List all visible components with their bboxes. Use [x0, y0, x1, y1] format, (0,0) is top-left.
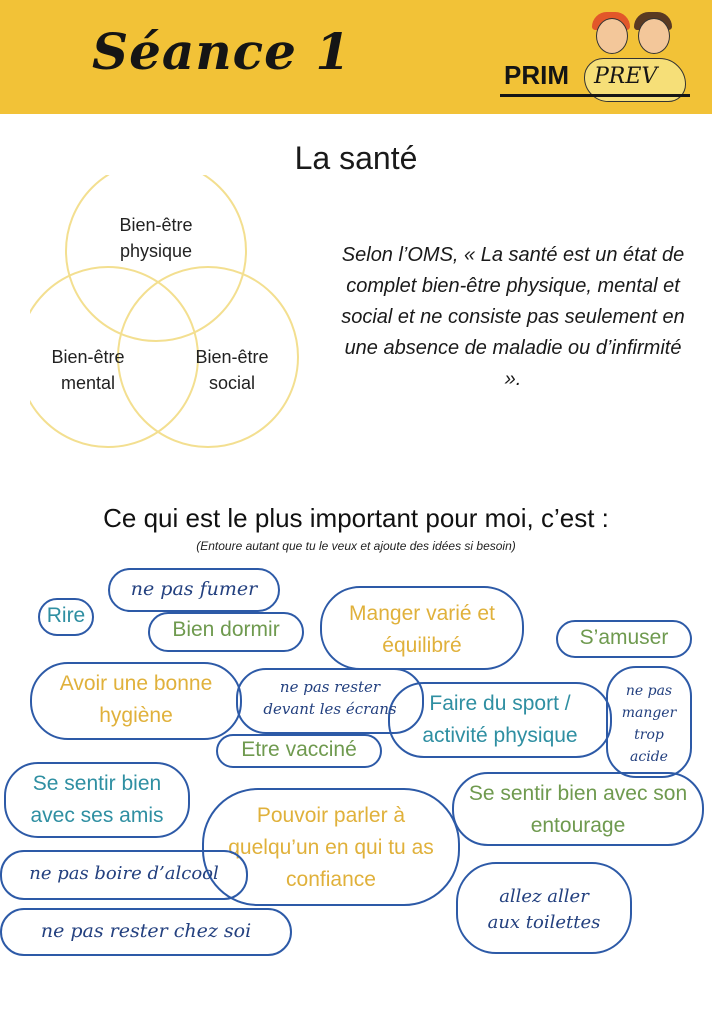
venn-label-mental — [32, 344, 144, 396]
hand-ne-pas-fumer[interactable]: ne pas fumer — [108, 568, 280, 612]
venn-physique-text: Bien-être physique — [119, 215, 193, 261]
venn-social-text: Bien-être social — [195, 347, 269, 393]
oms-quote: Selon l’OMS, « La santé est un état de complet bien-être physique, mental et social et ne consiste pas seulement en une absence de maladie ou d’infirmité ». — [341, 244, 685, 390]
girl-face-icon — [638, 18, 670, 54]
item-parler[interactable]: Pouvoir parler à quelqu’un en qui tu as confiance — [202, 788, 460, 906]
logo-prev-text: PREV — [594, 64, 658, 89]
item-sport[interactable]: Faire du sport / activité physique — [388, 682, 612, 758]
item-entourage[interactable]: Se sentir bien avec son entourage — [452, 772, 704, 846]
item-amis[interactable]: Se sentir bien avec ses amis — [4, 762, 190, 838]
primprev-logo — [492, 8, 697, 108]
hand-manger-acide[interactable]: ne pas manger trop acide — [606, 666, 692, 778]
hand-toilettes[interactable]: allez aller aux toilettes — [456, 862, 632, 954]
venn-label-social — [176, 344, 288, 396]
item-bien-dormir[interactable]: Bien dormir — [148, 612, 304, 652]
logo-underline — [500, 94, 690, 97]
question-heading: Ce qui est le plus important pour moi, c’est : — [103, 503, 609, 533]
hand-alcool[interactable]: ne pas boire d’alcool — [0, 850, 248, 900]
instruction-text: (Entoure autant que tu le veux et ajoute des idées si besoin) — [196, 539, 516, 553]
item-manger-varie[interactable]: Manger varié et équilibré — [320, 586, 524, 670]
item-vaccine[interactable]: Etre vacciné — [216, 734, 382, 768]
venn-label-physique — [100, 212, 212, 264]
venn-mental-text: Bien-être mental — [51, 347, 125, 393]
hand-rester-chez-soi[interactable]: ne pas rester chez soi — [0, 908, 292, 956]
hand-ecrans[interactable]: ne pas rester devant les écrans — [236, 668, 424, 734]
item-rire[interactable]: Rire — [38, 598, 94, 636]
item-hygiene[interactable]: Avoir une bonne hygiène — [30, 662, 242, 740]
item-samuser[interactable]: S’amuser — [556, 620, 692, 658]
logo-prim-text: PRIM — [504, 60, 569, 90]
header-band — [0, 0, 712, 114]
session-title: Séance 1 — [92, 22, 352, 81]
section-title: La santé — [294, 140, 418, 176]
boy-face-icon — [596, 18, 628, 54]
